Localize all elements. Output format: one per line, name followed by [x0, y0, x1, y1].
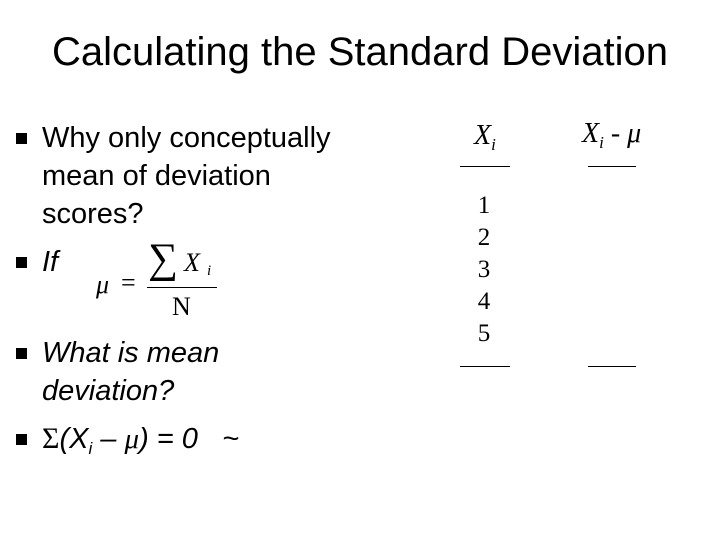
bullet-1-line-2: mean of deviation: [42, 160, 271, 192]
formula-numerator-x: X: [184, 248, 200, 277]
formula-equals: =: [121, 268, 136, 297]
col1-header-rule: [460, 166, 510, 167]
col2-header-x: X: [582, 118, 600, 149]
bullet-4-sub: i: [88, 439, 93, 458]
bullet-4-open: (X: [59, 423, 89, 455]
bullet-1-line-1: Why only conceptually: [42, 122, 331, 154]
sigma-symbol: Σ: [42, 422, 60, 455]
mu-symbol: μ: [124, 423, 140, 455]
col2-header-sub: i: [599, 133, 604, 152]
col2-header-rule: [588, 166, 636, 167]
table-value: 5: [477, 320, 491, 347]
table-col2-header: [582, 117, 641, 160]
formula-numerator-sub: i: [207, 263, 212, 279]
bullet-2-text: If: [42, 246, 59, 278]
bullet-marker: [16, 434, 27, 445]
formula-sum-symbol: ∑: [148, 236, 178, 282]
table-value: 3: [477, 256, 491, 283]
bullet-4-text: [42, 420, 239, 468]
bullet-marker: [16, 133, 27, 144]
col1-bottom-rule: [460, 366, 510, 367]
table-value: 1: [477, 192, 491, 219]
col2-header-rest: - μ: [603, 118, 642, 149]
bullet-3-line-2: deviation?: [42, 375, 175, 407]
table-col1-header: [474, 119, 496, 162]
formula-mu: μ: [96, 270, 110, 299]
bullet-1-line-3: scores?: [42, 198, 144, 230]
bullet-4-close: ) = 0 ~: [139, 423, 240, 455]
bullet-marker: [16, 257, 27, 268]
table-value: 2: [477, 224, 491, 251]
col2-bottom-rule: [588, 366, 636, 367]
bullet-3-line-1: What is mean: [42, 337, 220, 369]
bullet-4-mid: –: [92, 423, 125, 455]
col1-header-sub: i: [491, 135, 496, 154]
formula-denominator: N: [172, 292, 191, 321]
table-value: 4: [477, 288, 491, 315]
bullet-marker: [16, 348, 27, 359]
slide-title: Calculating the Standard Deviation: [52, 30, 668, 74]
formula-fraction-bar: [147, 287, 217, 288]
col1-header-x: X: [474, 120, 492, 151]
